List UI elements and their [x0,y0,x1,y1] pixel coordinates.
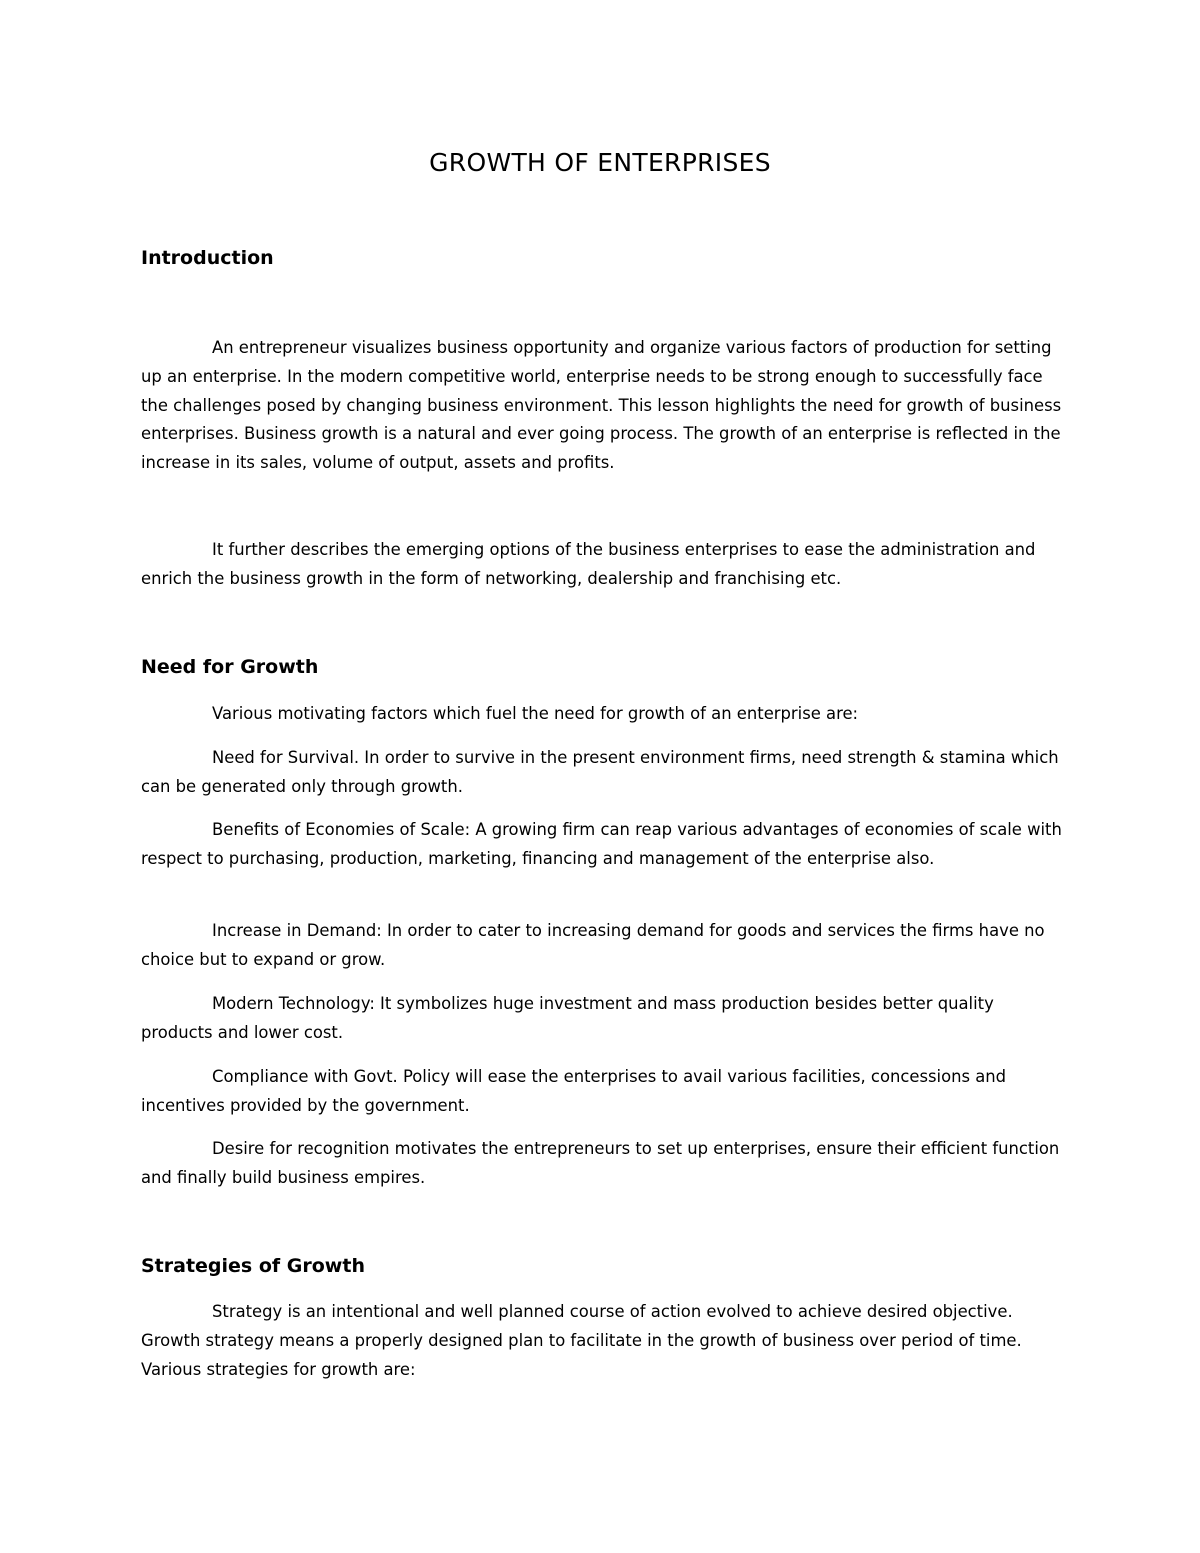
section-heading-introduction: Introduction [141,247,274,269]
need-paragraph-intro: Various motivating factors which fuel the need for growth of an enterprise are: [212,704,859,723]
section-heading-need-for-growth: Need for Growth [141,656,319,678]
intro-paragraph-2: It further describes the emerging options of the business enterprises to ease the administration and enrich the business growth in the form of networking, dealership and franchising etc. [141,540,1036,588]
need-paragraph-govt-policy: Compliance with Govt. Policy will ease the enterprises to avail various facilities, concessions and incentives provided by the government. [141,1067,1007,1115]
need-paragraph-technology: Modern Technology: It symbolizes huge investment and mass production besides better quality products and lower cost. [141,994,994,1042]
document-title: GROWTH OF ENTERPRISES [429,148,771,177]
section-heading-strategies-of-growth: Strategies of Growth [141,1255,365,1277]
need-paragraph-survival: Need for Survival. In order to survive in the present environment firms, need strength & stamina which can be generated only through growth. [141,748,1059,796]
need-paragraph-economies-of-scale: Benefits of Economies of Scale: A growing firm can reap various advantages of economies of scale with respect to purchasing, production, marketing, financing and management of the enterprise also. [141,820,1062,868]
strategies-paragraph-1: Strategy is an intentional and well planned course of action evolved to achieve desired objective. Growth strategy means a properly designed plan to facilitate in the growth of business over period of time. Various strategies for growth are: [141,1302,1022,1379]
intro-paragraph-1: An entrepreneur visualizes business opportunity and organize various factors of production for setting up an enterprise. In the modern competitive world, enterprise needs to be strong enough to successfully face the challenges posed by changing business environment. This lesson highlights the need for growth of business enterprises. Business growth is a natural and ever going process. The growth of an enterprise is reflected in the increase in its sales, volume of output, assets and profits. [141,338,1062,473]
need-paragraph-recognition: Desire for recognition motivates the entrepreneurs to set up enterprises, ensure their efficient function and finally build business empires. [141,1139,1060,1187]
need-paragraph-demand: Increase in Demand: In order to cater to increasing demand for goods and services the firms have no choice but to expand or grow. [141,921,1045,969]
